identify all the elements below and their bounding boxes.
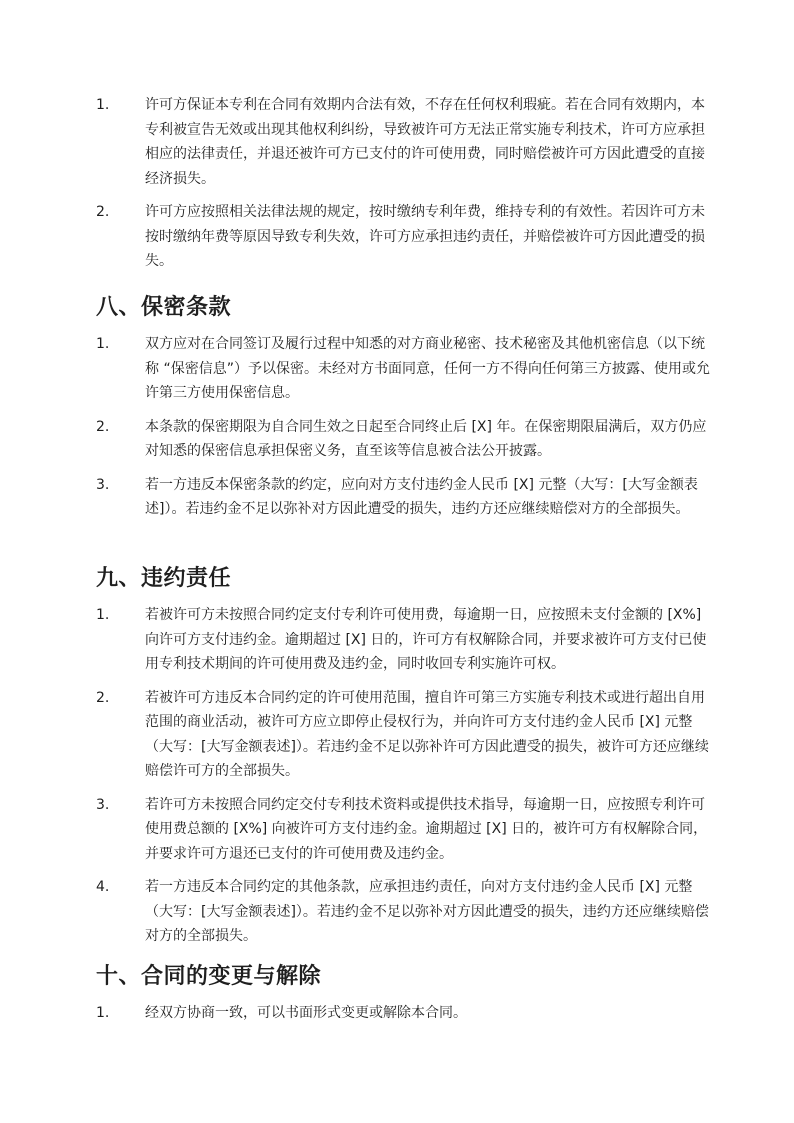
list-number: 3. <box>96 476 110 493</box>
list-text: 若被许可方违反本合同约定的许可使用范围，擅自许可第三方实施专利技术或进行超出自用范围的商业活动，被许可方应立即停止侵权行为，并向许可方支付违约金人民币 [X] 元整（大写：[大写金额表述]）。若违约金不足以弥补许可方因此遭受的损失，被许可方还应继续赔偿许可方的全部损失。 <box>145 689 709 779</box>
list-text: 若一方违反本保密条款的约定，应向对方支付违约金人民币 [X] 元整（大写：[大写金额表述]）。若违约金不足以弥补对方因此遭受的损失，违约方还应继续赔偿对方的全部损失。 <box>145 476 698 517</box>
list-text: 经双方协商一致，可以书面形式变更或解除本合同。 <box>145 1005 467 1021</box>
list-number: 2. <box>96 689 110 706</box>
list-item <box>96 1001 716 1026</box>
list-item <box>96 473 716 522</box>
list-item <box>96 332 716 406</box>
section-heading-confidentiality: 八、保密条款 <box>96 295 232 320</box>
list-item <box>96 415 716 464</box>
liability-clause-list <box>96 603 716 949</box>
confidentiality-clause-list <box>96 332 716 522</box>
section-heading-liability: 九、违约责任 <box>96 566 232 591</box>
list-number: 1. <box>96 97 110 113</box>
amendment-clause-list <box>96 1001 716 1026</box>
warranty-clause-list <box>96 93 716 274</box>
list-text: 若被许可方未按照合同约定支付专利许可使用费，每逾期一日，应按照未支付金额的 [X%] 向许可方支付违约金。逾期超过 [X] 日的，许可方有权解除合同，并要求被许可方支付已使用专利技术期间的许可使用费及违约金，同时收回专利实施许可权。 <box>145 607 707 672</box>
list-text: 许可方保证本专利在合同有效期内合法有效，不存在任何权利瑕疵。若在合同有效期内，本专利被宣告无效或出现其他权利纠纷，导致被许可方无法正常实施专利技术，许可方应承担相应的法律责任，并退还被许可方已支付的许可使用费，同时赔偿被许可方因此遭受的直接经济损失。 <box>145 97 705 187</box>
list-number: 3. <box>96 796 110 813</box>
list-text: 若许可方未按照合同约定交付专利技术资料或提供技术指导，每逾期一日，应按照专利许可使用费总额的 [X%] 向被许可方支付违约金。逾期超过 [X] 日的，被许可方有权解除合同，并要求许可方退还已支付的许可使用费及违约金。 <box>145 796 708 862</box>
list-number: 4. <box>96 879 110 895</box>
list-item <box>96 686 716 784</box>
list-number: 1. <box>96 607 110 623</box>
list-number: 1. <box>96 1005 110 1021</box>
list-number: 1. <box>96 336 110 352</box>
list-text: 许可方应按照相关法律法规的规定，按时缴纳专利年费，维持专利的有效性。若因许可方未按时缴纳年费等原因导致专利失效，许可方应承担违约责任，并赔偿被许可方因此遭受的损失。 <box>145 204 705 269</box>
list-number: 2. <box>96 418 110 435</box>
list-item <box>96 875 716 949</box>
list-item <box>96 793 716 867</box>
list-item <box>96 603 716 677</box>
list-item <box>96 93 716 191</box>
list-text: 双方应对在合同签订及履行过程中知悉的对方商业秘密、技术秘密及其他机密信息（以下统称 “保密信息”）予以保密。未经对方书面同意，任何一方不得向任何第三方披露、使用或允许第三方使用保密信息。 <box>145 336 710 401</box>
list-item <box>96 200 716 274</box>
list-text: 若一方违反本合同约定的其他条款，应承担违约责任，向对方支付违约金人民币 [X] 元整（大写：[大写金额表述]）。若违约金不足以弥补对方因此遭受的损失，违约方还应继续赔偿对方的全部损失。 <box>145 879 709 944</box>
list-number: 2. <box>96 204 110 220</box>
list-text: 本条款的保密期限为自合同生效之日起至合同终止后 [X] 年。在保密期限届满后，双方仍应对知悉的保密信息承担保密义务，直至该等信息被合法公开披露。 <box>145 418 707 459</box>
section-heading-amendment: 十、合同的变更与解除 <box>96 964 322 989</box>
